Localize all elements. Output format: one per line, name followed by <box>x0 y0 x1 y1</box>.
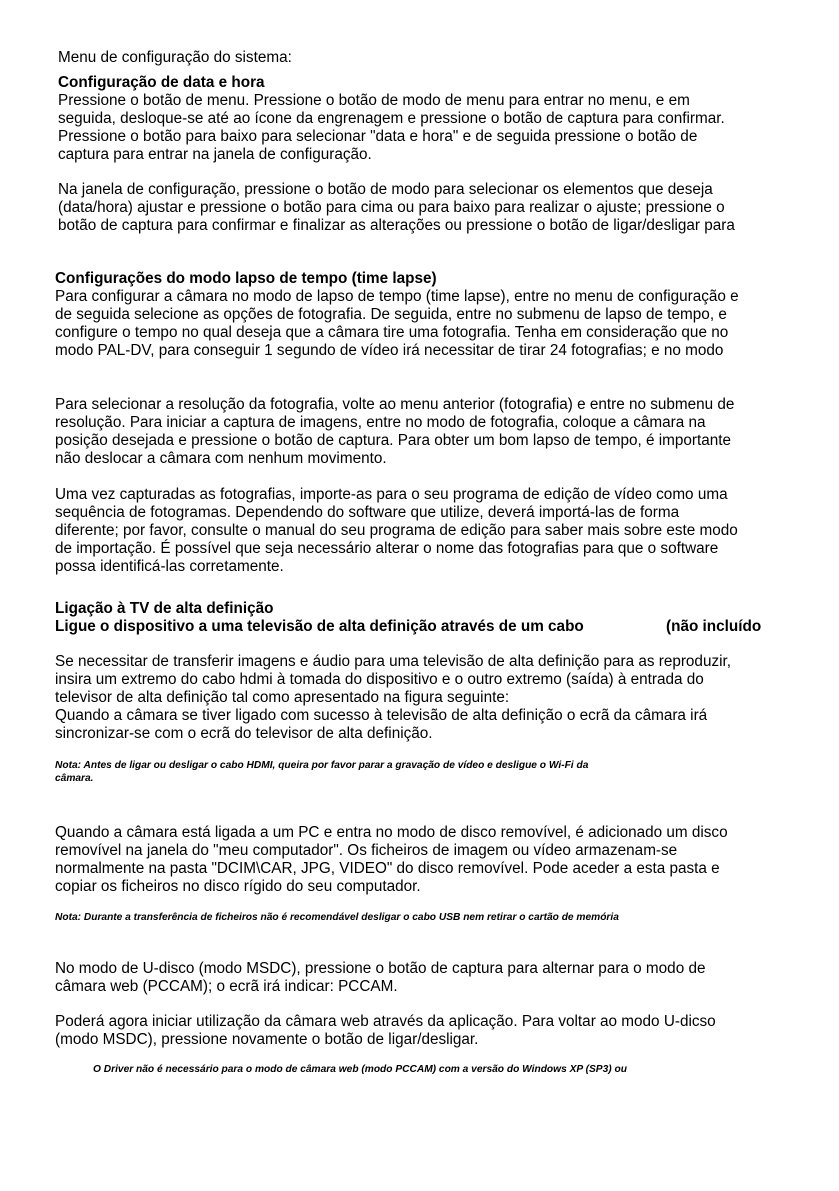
hdtv-note-line: câmara. <box>55 773 94 784</box>
menu-title: Menu de configuração do sistema: <box>58 49 292 66</box>
hdtv-p1-line: sincronizar-se com o ecrã do televisor de alta definição. <box>55 725 433 742</box>
timelapse-p2-line: não deslocar a câmara com nenhum movimento. <box>55 450 387 467</box>
timelapse-p1-line: de seguida selecione as opções de fotografia. De seguida, entre no submenu de lapso de tempo, e <box>55 306 727 323</box>
timelapse-p1-line: Para configurar a câmara no modo de lapso de tempo (time lapse), entre no menu de configuração e <box>55 288 739 305</box>
datetime-p1-line: Pressione o botão para baixo para selecionar "data e hora" e de seguida pressione o botão de <box>58 128 698 145</box>
timelapse-p3-line: possa identificá-las corretamente. <box>55 558 284 575</box>
timelapse-p1-line: modo PAL-DV, para conseguir 1 segundo de vídeo irá necessitar de tirar 24 fotografias; e no modo <box>55 342 724 359</box>
timelapse-p3-line: sequência de fotogramas. Dependendo do software que utilize, deverá importá-las de forma <box>55 504 680 521</box>
hdtv-p1-line: televisor de alta definição tal como apresentado na figura seguinte: <box>55 689 510 706</box>
datetime-p2-line: botão de captura para confirmar e finalizar as alterações ou pressione o botão de ligar/desligar para <box>58 217 735 234</box>
hdtv-subheading: Ligue o dispositivo a uma televisão de alta definição através de um cabo <box>55 618 584 635</box>
timelapse-p3-line: de importação. É possível que seja necessário alterar o nome das fotografias para que o software <box>55 540 719 557</box>
datetime-p1-line: captura para entrar na janela de configuração. <box>58 146 372 163</box>
webcam-p1-line: No modo de U-disco (modo MSDC), pressione o botão de captura para alternar para o modo de <box>55 960 706 977</box>
datetime-p1-line: seguida, desloque-se até ao ícone da engrenagem e pressione o botão de captura para confirmar. <box>58 110 725 127</box>
webcam-p2-line: Poderá agora iniciar utilização da câmara web através da aplicação. Para voltar ao modo U-dicso <box>55 1013 716 1030</box>
timelapse-p2-line: posição desejada e pressione o botão de captura. Para obter um bom lapso de tempo, é importante <box>55 432 732 449</box>
timelapse-heading: Configurações do modo lapso de tempo (time lapse) <box>55 270 437 287</box>
hdtv-p1-line: Se necessitar de transferir imagens e áudio para uma televisão de alta definição para as reproduzir, <box>55 653 731 670</box>
timelapse-p2-line: Para selecionar a resolução da fotografia, volte ao menu anterior (fotografia) e entre no submenu de <box>55 396 735 413</box>
webcam-p2-line: (modo MSDC), pressione novamente o botão de ligar/desligar. <box>55 1031 479 1048</box>
hdtv-subheading-cable: (não incluído <box>666 618 762 635</box>
pc-p1-line: Quando a câmara está ligada a um PC e entra no modo de disco removível, é adicionado um disco <box>55 824 728 841</box>
timelapse-p3-line: Uma vez capturadas as fotografias, importe-as para o seu programa de edição de vídeo como uma <box>55 486 728 503</box>
timelapse-p3-line: diferente; por favor, consulte o manual do seu programa de edição para saber mais sobre este modo <box>55 522 738 539</box>
hdtv-note-line: Nota: Antes de ligar ou desligar o cabo HDMI, queira por favor parar a gravação de vídeo e desligue o Wi-Fi da <box>55 760 589 771</box>
webcam-driver-note: O Driver não é necessário para o modo de câmara web (modo PCCAM) com a versão do Windows XP (SP3) ou <box>93 1064 627 1075</box>
webcam-p1-line: câmara web (PCCAM); o ecrã irá indicar: PCCAM. <box>55 978 398 995</box>
timelapse-p1-line: configure o tempo no qual deseja que a câmara tire uma fotografia. Tenha em consideração que no <box>55 324 729 341</box>
pc-p1-line: normalmente na pasta "DCIM\CAR, JPG, VIDEO" do disco removível. Pode aceder a esta pasta e <box>55 860 720 877</box>
timelapse-p2-line: resolução. Para iniciar a captura de imagens, entre no modo de fotografia, coloque a câmara na <box>55 414 706 431</box>
pc-note: Nota: Durante a transferência de ficheiros não é recomendável desligar o cabo USB nem retirar o cartão de memória <box>55 912 619 923</box>
datetime-p1-line: Pressione o botão de menu. Pressione o botão de modo de menu para entrar no menu, e em <box>58 92 690 109</box>
datetime-p2-line: (data/hora) ajustar e pressione o botão para cima ou para baixo para realizar o ajuste; pressione o <box>58 199 725 216</box>
hdtv-heading: Ligação à TV de alta definição <box>55 600 274 617</box>
datetime-heading: Configuração de data e hora <box>58 74 265 91</box>
hdtv-p1-line: Quando a câmara se tiver ligado com sucesso à televisão de alta definição o ecrã da câmara irá <box>55 707 708 724</box>
datetime-p2-line: Na janela de configuração, pressione o botão de modo para selecionar os elementos que deseja <box>58 181 713 198</box>
pc-p1-line: copiar os ficheiros no disco rígido do seu computador. <box>55 878 421 895</box>
hdtv-p1-line: insira um extremo do cabo hdmi à tomada do dispositivo e o outro extremo (saída) à entrada do <box>55 671 704 688</box>
pc-p1-line: removível na janela do "meu computador". Os ficheiros de imagem ou vídeo armazenam-se <box>55 842 678 859</box>
